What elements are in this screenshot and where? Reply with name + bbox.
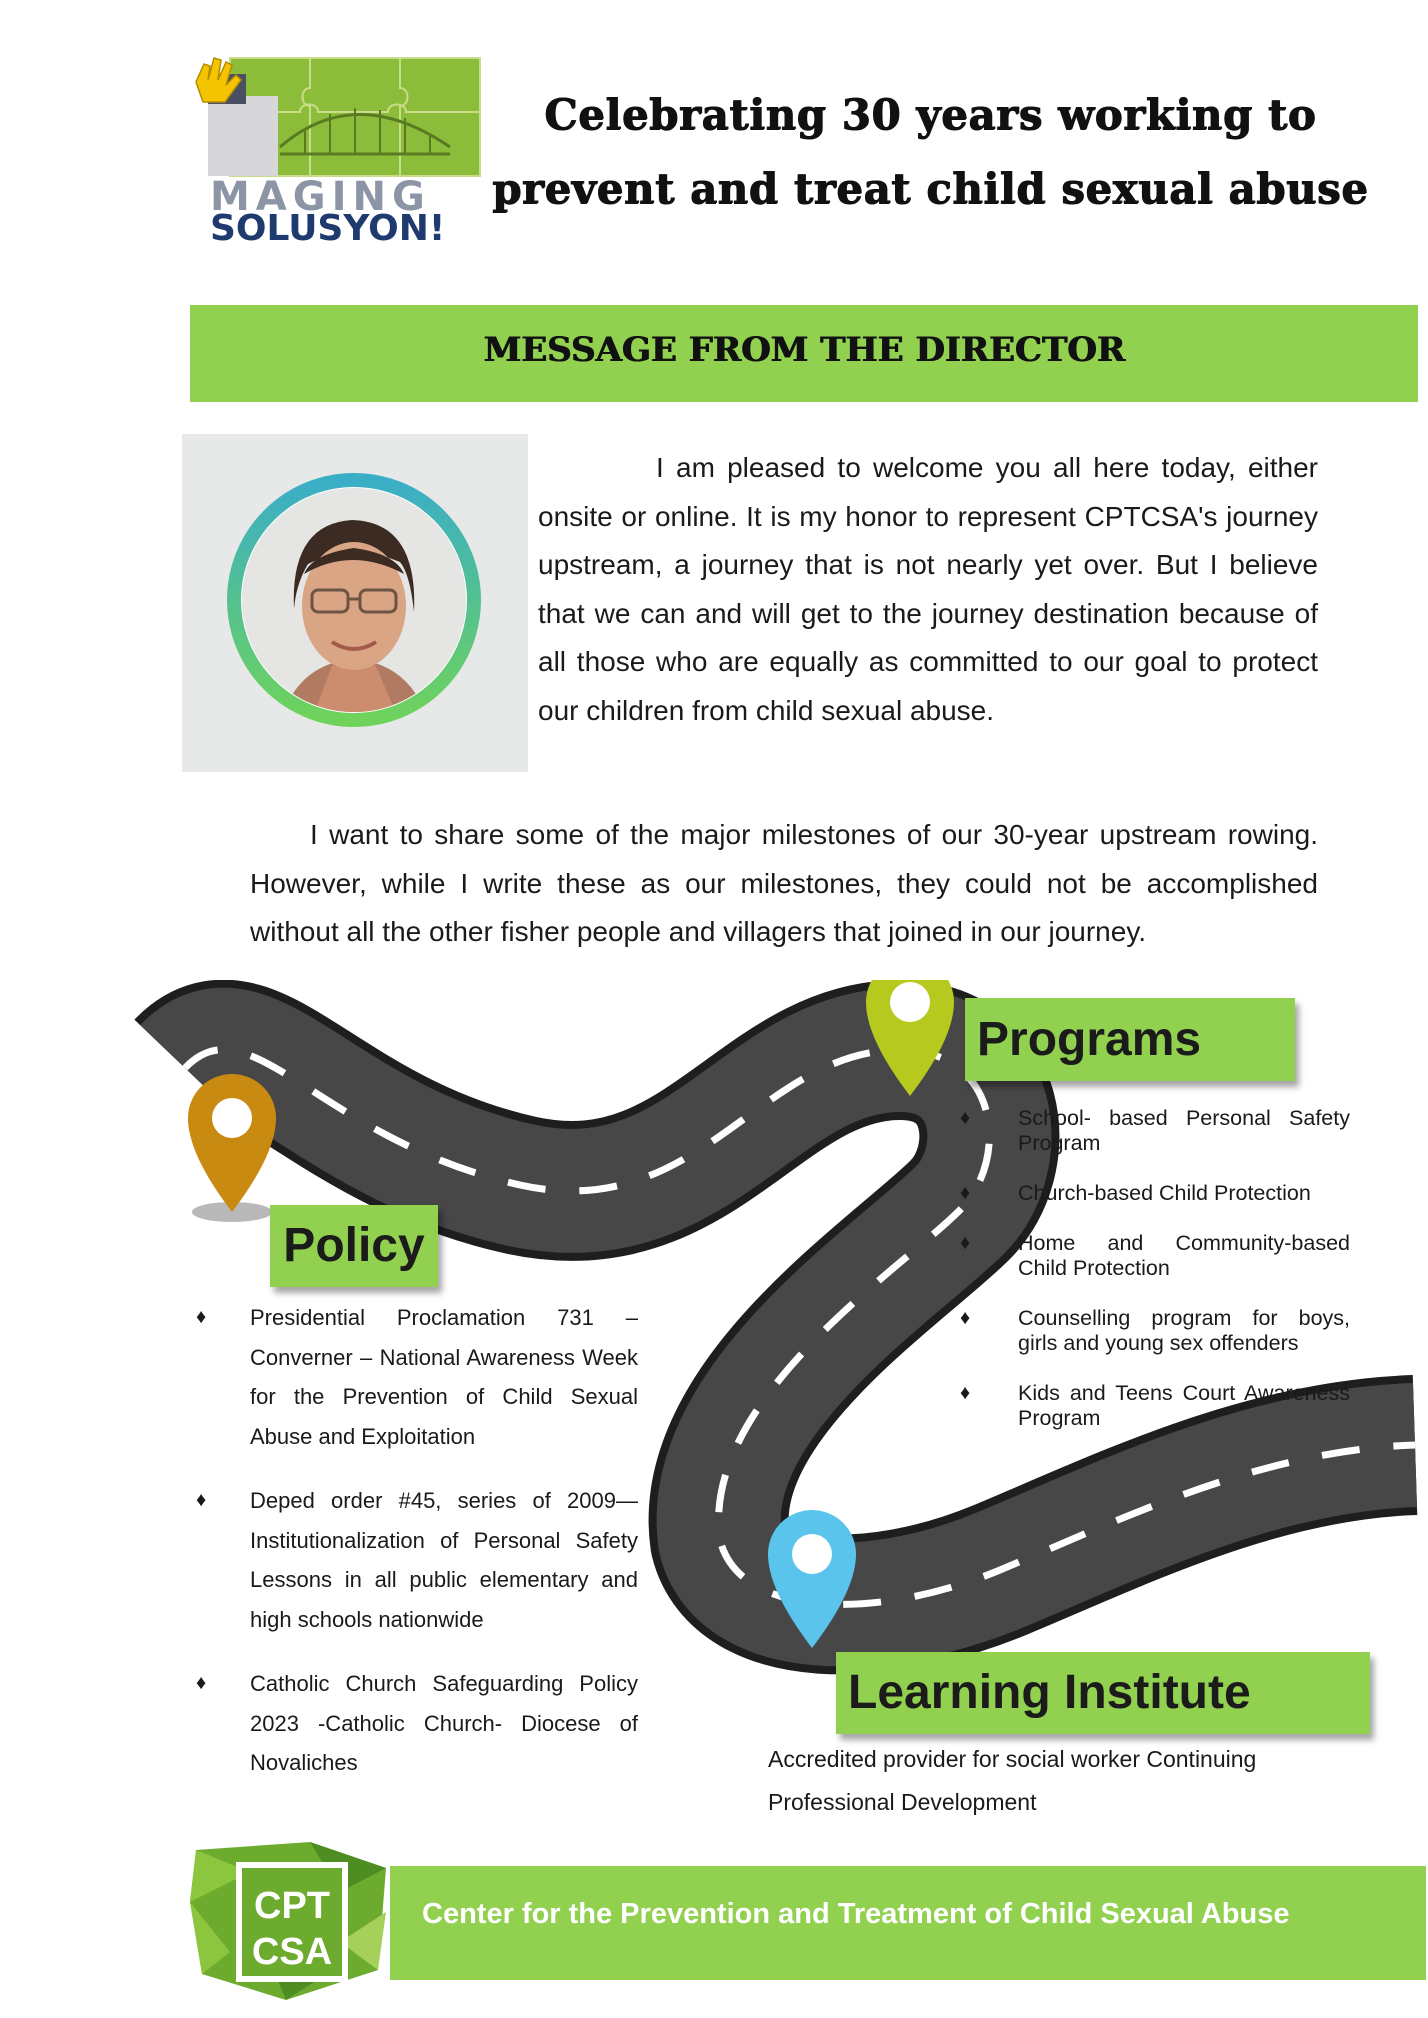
policy-heading: Policy [270,1205,438,1287]
list-item: ♦ Presidential Proclamation 731 – Converner – National Awareness Week for the Prevention of Child Sexual Abuse and Exploitation [250,1298,638,1456]
list-item: ♦ Counselling program for boys, girls and young sex offenders [960,1306,1350,1355]
diamond-bullet-icon: ♦ [196,1489,207,1511]
maging-solusyon-logo [190,52,498,242]
director-message-intro [538,444,1318,735]
diamond-bullet-icon: ♦ [960,1232,971,1254]
diamond-bullet-icon: ♦ [196,1672,207,1694]
headline-line-1: Celebrating 30 years working to [543,90,1316,139]
svg-text:MAGING: MAGING [210,174,431,220]
list-item: ♦ Catholic Church Safeguarding Policy 2023 -Catholic Church- Diocese of Novaliches [250,1664,638,1783]
diamond-bullet-icon: ♦ [196,1306,207,1328]
policy-map-pin [188,1074,276,1222]
policy-pin-shape [188,1074,276,1212]
headline-line-2: prevent and treat child sexual abuse [491,164,1369,213]
diamond-bullet-icon: ♦ [960,1182,971,1204]
list-item: ♦ Kids and Teens Court Awareness Program [960,1381,1350,1430]
learning-institute-description: Accredited provider for social worker Continuing Professional Development [768,1746,1257,1815]
svg-text:SOLUSYON!: SOLUSYON! [210,208,446,242]
list-item: ♦ Church-based Child Protection [960,1181,1311,1205]
list-item: ♦ Deped order #45, series of 2009—Institutionalization of Personal Safety Lessons in all public elementary and high schools nationwide [250,1481,638,1639]
intro-text: I am pleased to welcome you all here today, either onsite or online. It is my honor to represent CPTCSA's journey upstream, a journey that is not nearly yet over. But I believe that we can and will get to the journey destination because of all those who are equally as committed to our goal to protect our children from child sexual abuse. [538,452,1318,726]
diamond-bullet-icon: ♦ [960,1107,971,1129]
policy-list [196,1298,638,1808]
footer-organization-name: Center for the Prevention and Treatment of Child Sexual Abuse [422,1898,1290,1930]
director-portrait [182,434,528,772]
diamond-bullet-icon: ♦ [960,1382,971,1404]
list-item: ♦ School- based Personal Safety Program [960,1106,1350,1155]
list-item: ♦ Home and Community-based Child Protection [960,1231,1350,1280]
footer-logo-line-1: CPT [254,1885,330,1927]
diamond-bullet-icon: ♦ [960,1307,971,1329]
footer-logo-line-2: CSA [251,1931,333,1973]
learning-institute-heading: Learning Institute [836,1652,1370,1734]
section-title: MESSAGE FROM THE DIRECTOR [483,330,1125,370]
cptcsa-logo [190,1842,390,2002]
programs-list [960,1106,1350,1456]
milestones-intro: I want to share some of the major milestones of our 30-year upstream rowing. However, while I write these as our milestones, they could not be accomplished without all the other fisher people and villagers that joined in our journey. [250,819,1318,947]
programs-heading: Programs [965,998,1295,1081]
